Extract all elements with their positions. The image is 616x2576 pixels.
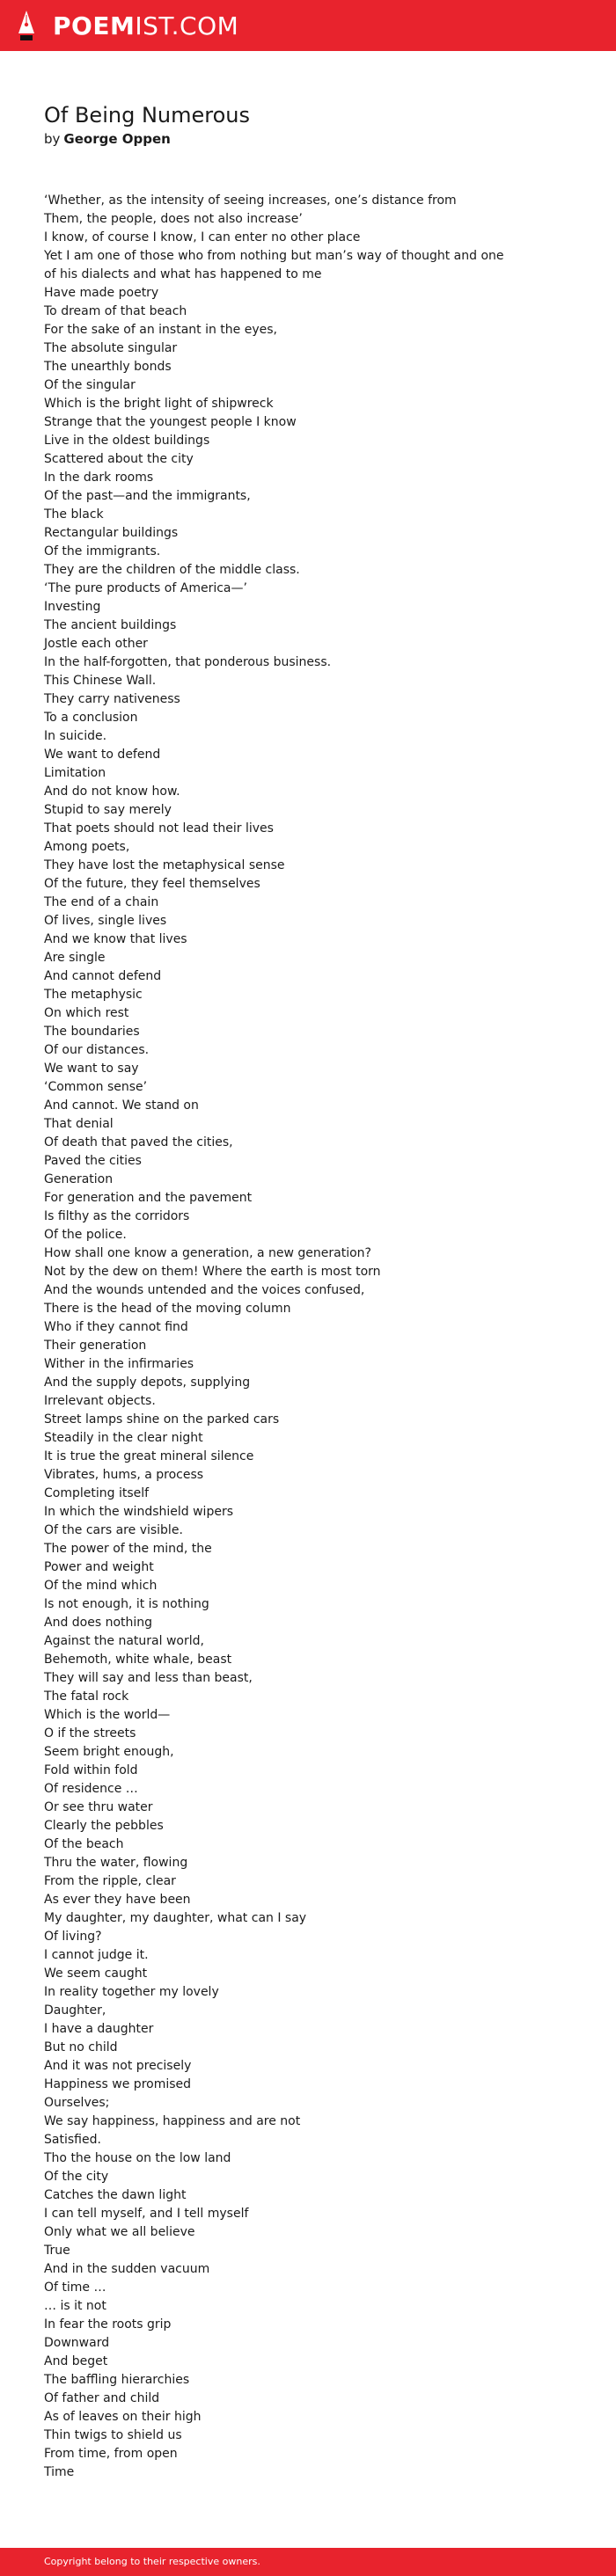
poem-line: Of the city: [44, 2170, 109, 2184]
poem-line: Wither in the infirmaries: [44, 1357, 194, 1371]
poem-line: Or see thru water: [44, 1800, 153, 1814]
poem-line: We say happiness, happiness and are not: [44, 2114, 301, 2128]
poem-line: Clearly the pebbles: [44, 1819, 164, 1833]
poem-line: As ever they have been: [44, 1893, 191, 1907]
poem-line: Against the natural world,: [44, 1634, 204, 1648]
poem-line: And in the sudden vacuum: [44, 2262, 210, 2276]
poem-line: My daughter, my daughter, what can I say: [44, 1911, 307, 1925]
poem-line: Is filthy as the corridors: [44, 1209, 190, 1223]
poem-line: Ourselves;: [44, 2096, 110, 2110]
poem-line: Are single: [44, 951, 106, 965]
poem-body: [44, 192, 590, 2482]
poem-line: The unearthly bonds: [44, 360, 172, 374]
poem-line: And cannot. We stand on: [44, 1098, 199, 1113]
poem-line: I have a daughter: [44, 2022, 154, 2036]
poem-line: In the half-forgotten, that ponderous business.: [44, 655, 332, 669]
poem-line: Of the beach: [44, 1837, 124, 1851]
poem-line: Behemoth, white whale, beast: [44, 1653, 232, 1667]
poem-line: The metaphysic: [44, 988, 143, 1002]
poem-title: Of Being Numerous: [44, 103, 250, 128]
poem-line: Time: [44, 2465, 75, 2479]
poem-line: Steadily in the clear night: [44, 1431, 203, 1445]
by-label: by: [44, 131, 61, 147]
site-footer: [0, 2548, 616, 2576]
poem-line: Of father and child: [44, 2391, 160, 2405]
poem-line: And the supply depots, supplying: [44, 1376, 251, 1390]
poem-line: Scattered about the city: [44, 452, 194, 466]
poem-line: Among poets,: [44, 840, 130, 854]
poem-line: of his dialects and what has happened to me: [44, 267, 322, 281]
poem-line: I can tell myself, and I tell myself: [44, 2207, 249, 2221]
copyright-text: Copyright belong to their respective owners.: [44, 2556, 260, 2567]
poem-line: Have made poetry: [44, 286, 159, 300]
poem-line: Strange that the youngest people I know: [44, 415, 297, 429]
poem-line: Of time …: [44, 2280, 106, 2295]
poem-line: To a conclusion: [44, 711, 138, 725]
poem-line: This Chinese Wall.: [44, 674, 157, 688]
poem-line: Seem bright enough,: [44, 1745, 174, 1759]
poem-line: Completing itself: [44, 1486, 150, 1500]
poem-line: How shall one know a generation, a new generation?: [44, 1246, 371, 1260]
poem-line: Thru the water, flowing: [44, 1856, 188, 1870]
poem-line: That poets should not lead their lives: [44, 821, 274, 836]
poem-line: From the ripple, clear: [44, 1874, 176, 1888]
poem-line: Their generation: [44, 1339, 147, 1353]
poem-line: Of the mind which: [44, 1579, 158, 1593]
poem-line: Street lamps shine on the parked cars: [44, 1412, 280, 1427]
poem-line: On which rest: [44, 1006, 129, 1020]
poem-line: To dream of that beach: [44, 304, 187, 318]
poem-line: I know, of course I know, I can enter no other place: [44, 230, 361, 244]
poem-line: Of the immigrants.: [44, 544, 161, 558]
poem-line: Of the police.: [44, 1228, 127, 1242]
poem-line: In fear the roots grip: [44, 2317, 172, 2332]
poem-line: ‘Whether, as the intensity of seeing increases, one’s distance from: [44, 193, 457, 208]
poem-line: And it was not precisely: [44, 2059, 192, 2073]
poem-line: Yet I am one of those who from nothing but man’s way of thought and one: [44, 249, 504, 263]
poem-line: Tho the house on the low land: [44, 2151, 231, 2165]
poem-line: O if the streets: [44, 1726, 136, 1740]
poem-line: They will say and less than beast,: [44, 1671, 253, 1685]
logo-bold-text: POEM: [53, 11, 136, 40]
poem-line: Which is the world—: [44, 1708, 171, 1722]
poem-line: Of living?: [44, 1930, 102, 1944]
poem-line: We seem caught: [44, 1967, 148, 1981]
poem-line: In the dark rooms: [44, 471, 154, 485]
poem-line: Of the past—and the immigrants,: [44, 489, 251, 503]
poem-line: Them, the people, does not also increase’: [44, 212, 303, 226]
poem-line: For the sake of an instant in the eyes,: [44, 323, 277, 337]
poem-line: Of death that paved the cities,: [44, 1135, 233, 1149]
poem-line: The boundaries: [44, 1025, 140, 1039]
poem-line: Of residence …: [44, 1782, 138, 1796]
poem-line: From time, from open: [44, 2447, 178, 2461]
poem-line: Thin twigs to shield us: [44, 2428, 182, 2442]
poem-line: ‘Common sense’: [44, 1080, 148, 1094]
logo-light-text: IST.COM: [135, 11, 239, 40]
poem-line: Not by the dew on them! Where the earth is most torn: [44, 1265, 381, 1279]
poem-line: And does nothing: [44, 1616, 153, 1630]
poem-line: Irrelevant objects.: [44, 1394, 156, 1408]
poem-line: And beget: [44, 2354, 108, 2368]
poem-line: The absolute singular: [44, 341, 178, 355]
poem-line: They have lost the metaphysical sense: [44, 858, 285, 872]
poem-line: Happiness we promised: [44, 2077, 192, 2091]
poem-line: Generation: [44, 1172, 114, 1186]
poem-line: ‘The pure products of America—’: [44, 581, 247, 595]
poem-line: Satisfied.: [44, 2133, 101, 2147]
poem-line: And do not know how.: [44, 784, 180, 799]
poem-line: Daughter,: [44, 2003, 106, 2018]
poem-line: The baffling hierarchies: [44, 2373, 190, 2387]
pen-nib-icon[interactable]: [18, 10, 35, 41]
poem-line: In reality together my lovely: [44, 1985, 219, 1999]
poem-line: Of lives, single lives: [44, 914, 167, 928]
poem-line: Fold within fold: [44, 1763, 138, 1777]
poem-line: Is not enough, it is nothing: [44, 1597, 209, 1611]
poem-line: Stupid to say merely: [44, 803, 172, 817]
poem-line: We want to say: [44, 1062, 139, 1076]
site-logo[interactable]: [53, 11, 238, 41]
poem-line: I cannot judge it.: [44, 1948, 149, 1962]
poem-line: In which the windshield wipers: [44, 1505, 233, 1519]
poem-line: Of the future, they feel themselves: [44, 877, 260, 891]
poem-line: And cannot defend: [44, 969, 162, 983]
poem-line: True: [44, 2244, 70, 2258]
poem-line: As of leaves on their high: [44, 2410, 202, 2424]
poem-line: For generation and the pavement: [44, 1191, 253, 1205]
poem-line: Paved the cities: [44, 1154, 142, 1168]
poem-line: And the wounds untended and the voices confused,: [44, 1283, 365, 1297]
poem-line: Jostle each other: [44, 637, 148, 651]
poem-line: Which is the bright light of shipwreck: [44, 397, 274, 411]
poem-line: That denial: [44, 1117, 114, 1131]
poem-line: The end of a chain: [44, 895, 159, 909]
author-name[interactable]: George Oppen: [63, 131, 171, 147]
poem-line: Vibrates, hums, a process: [44, 1468, 204, 1482]
poem-line: Downward: [44, 2336, 110, 2350]
byline: [44, 130, 171, 148]
poem-line: In suicide.: [44, 729, 107, 743]
poem-line: It is true the great mineral silence: [44, 1449, 254, 1463]
poem-line: Of the cars are visible.: [44, 1523, 183, 1537]
poem-line: And we know that lives: [44, 932, 187, 946]
poem-line: The power of the mind, the: [44, 1542, 212, 1556]
poem-line: There is the head of the moving column: [44, 1302, 291, 1316]
poem-line: Of the singular: [44, 378, 136, 392]
poem-line: Rectangular buildings: [44, 526, 179, 540]
poem-line: The black: [44, 507, 104, 522]
poem-line: Of our distances.: [44, 1043, 150, 1057]
poem-line: We want to defend: [44, 748, 161, 762]
poem-line: Who if they cannot find: [44, 1320, 188, 1334]
poem-line: Live in the oldest buildings: [44, 434, 210, 448]
poem-line: Catches the dawn light: [44, 2188, 187, 2202]
poem-line: … is it not: [44, 2299, 106, 2313]
poem-line: They carry nativeness: [44, 692, 180, 706]
poem-line: They are the children of the middle class.: [44, 563, 300, 577]
poem-line: But no child: [44, 2040, 118, 2054]
poem-line: The ancient buildings: [44, 618, 177, 632]
poem-line: Investing: [44, 600, 101, 614]
poem-line: The fatal rock: [44, 1689, 129, 1704]
poem-line: Limitation: [44, 766, 106, 780]
site-header: [0, 0, 616, 51]
poem-line: Only what we all believe: [44, 2225, 195, 2239]
poem-line: Power and weight: [44, 1560, 154, 1574]
